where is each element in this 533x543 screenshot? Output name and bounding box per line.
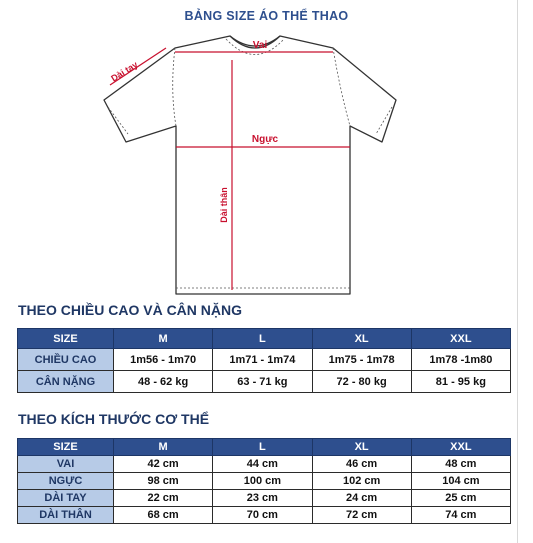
table-row <box>18 456 511 473</box>
header-cell: M <box>114 329 213 349</box>
tshirt-outline <box>104 36 396 294</box>
table-cell: 72 cm <box>312 507 411 524</box>
table-cell: 48 - 62 kg <box>114 371 213 393</box>
header-cell: L <box>213 329 312 349</box>
header-cell: XL <box>312 439 411 456</box>
table-row <box>18 349 511 371</box>
table-header-row <box>18 329 511 349</box>
table-cell: 63 - 71 kg <box>213 371 312 393</box>
header-cell: SIZE <box>18 329 114 349</box>
tshirt-diagram <box>100 30 400 300</box>
table-cell: 68 cm <box>114 507 213 524</box>
table-cell: 72 - 80 kg <box>312 371 411 393</box>
table-cell: 22 cm <box>114 490 213 507</box>
length-label: Dài thân <box>219 187 229 223</box>
row-label: DÀI THÂN <box>18 507 114 524</box>
table-cell: 48 cm <box>411 456 510 473</box>
size-table-height-weight <box>17 328 511 393</box>
table-cell: 100 cm <box>213 473 312 490</box>
header-cell: XL <box>312 329 411 349</box>
row-label: CÂN NẶNG <box>18 371 114 393</box>
shoulder-label: Vai <box>252 40 268 51</box>
table-cell: 23 cm <box>213 490 312 507</box>
table-cell: 74 cm <box>411 507 510 524</box>
table-header-row <box>18 439 511 456</box>
row-label: NGỰC <box>18 473 114 490</box>
section-title-height-weight: THEO CHIỀU CAO VÀ CÂN NẶNG <box>18 302 243 318</box>
table-cell: 46 cm <box>312 456 411 473</box>
sleeve-label: Dài tay <box>109 59 140 84</box>
table-row <box>18 473 511 490</box>
header-cell: XXL <box>411 329 510 349</box>
table-cell: 1m71 - 1m74 <box>213 349 312 371</box>
header-cell: L <box>213 439 312 456</box>
table-cell: 81 - 95 kg <box>411 371 510 393</box>
header-cell: XXL <box>411 439 510 456</box>
table-cell: 1m75 - 1m78 <box>312 349 411 371</box>
table-cell: 1m78 -1m80 <box>411 349 510 371</box>
row-label: DÀI TAY <box>18 490 114 507</box>
table-cell: 1m56 - 1m70 <box>114 349 213 371</box>
header-cell: SIZE <box>18 439 114 456</box>
table-cell: 44 cm <box>213 456 312 473</box>
table-cell: 24 cm <box>312 490 411 507</box>
table-cell: 25 cm <box>411 490 510 507</box>
row-label: CHIỀU CAO <box>18 349 114 371</box>
table-row <box>18 490 511 507</box>
table-row <box>18 507 511 524</box>
table-cell: 70 cm <box>213 507 312 524</box>
chest-label: Ngực <box>251 134 279 145</box>
header-cell: M <box>114 439 213 456</box>
table-cell: 104 cm <box>411 473 510 490</box>
row-label: VAI <box>18 456 114 473</box>
table-row <box>18 371 511 393</box>
page-title: BẢNG SIZE ÁO THỂ THAO <box>184 9 349 23</box>
section-title-body-measurements: THEO KÍCH THƯỚC CƠ THỂ <box>18 411 210 427</box>
table-cell: 98 cm <box>114 473 213 490</box>
size-table-body-measurements <box>17 438 511 524</box>
table-cell: 42 cm <box>114 456 213 473</box>
page-edge-rule <box>517 0 518 543</box>
table-cell: 102 cm <box>312 473 411 490</box>
